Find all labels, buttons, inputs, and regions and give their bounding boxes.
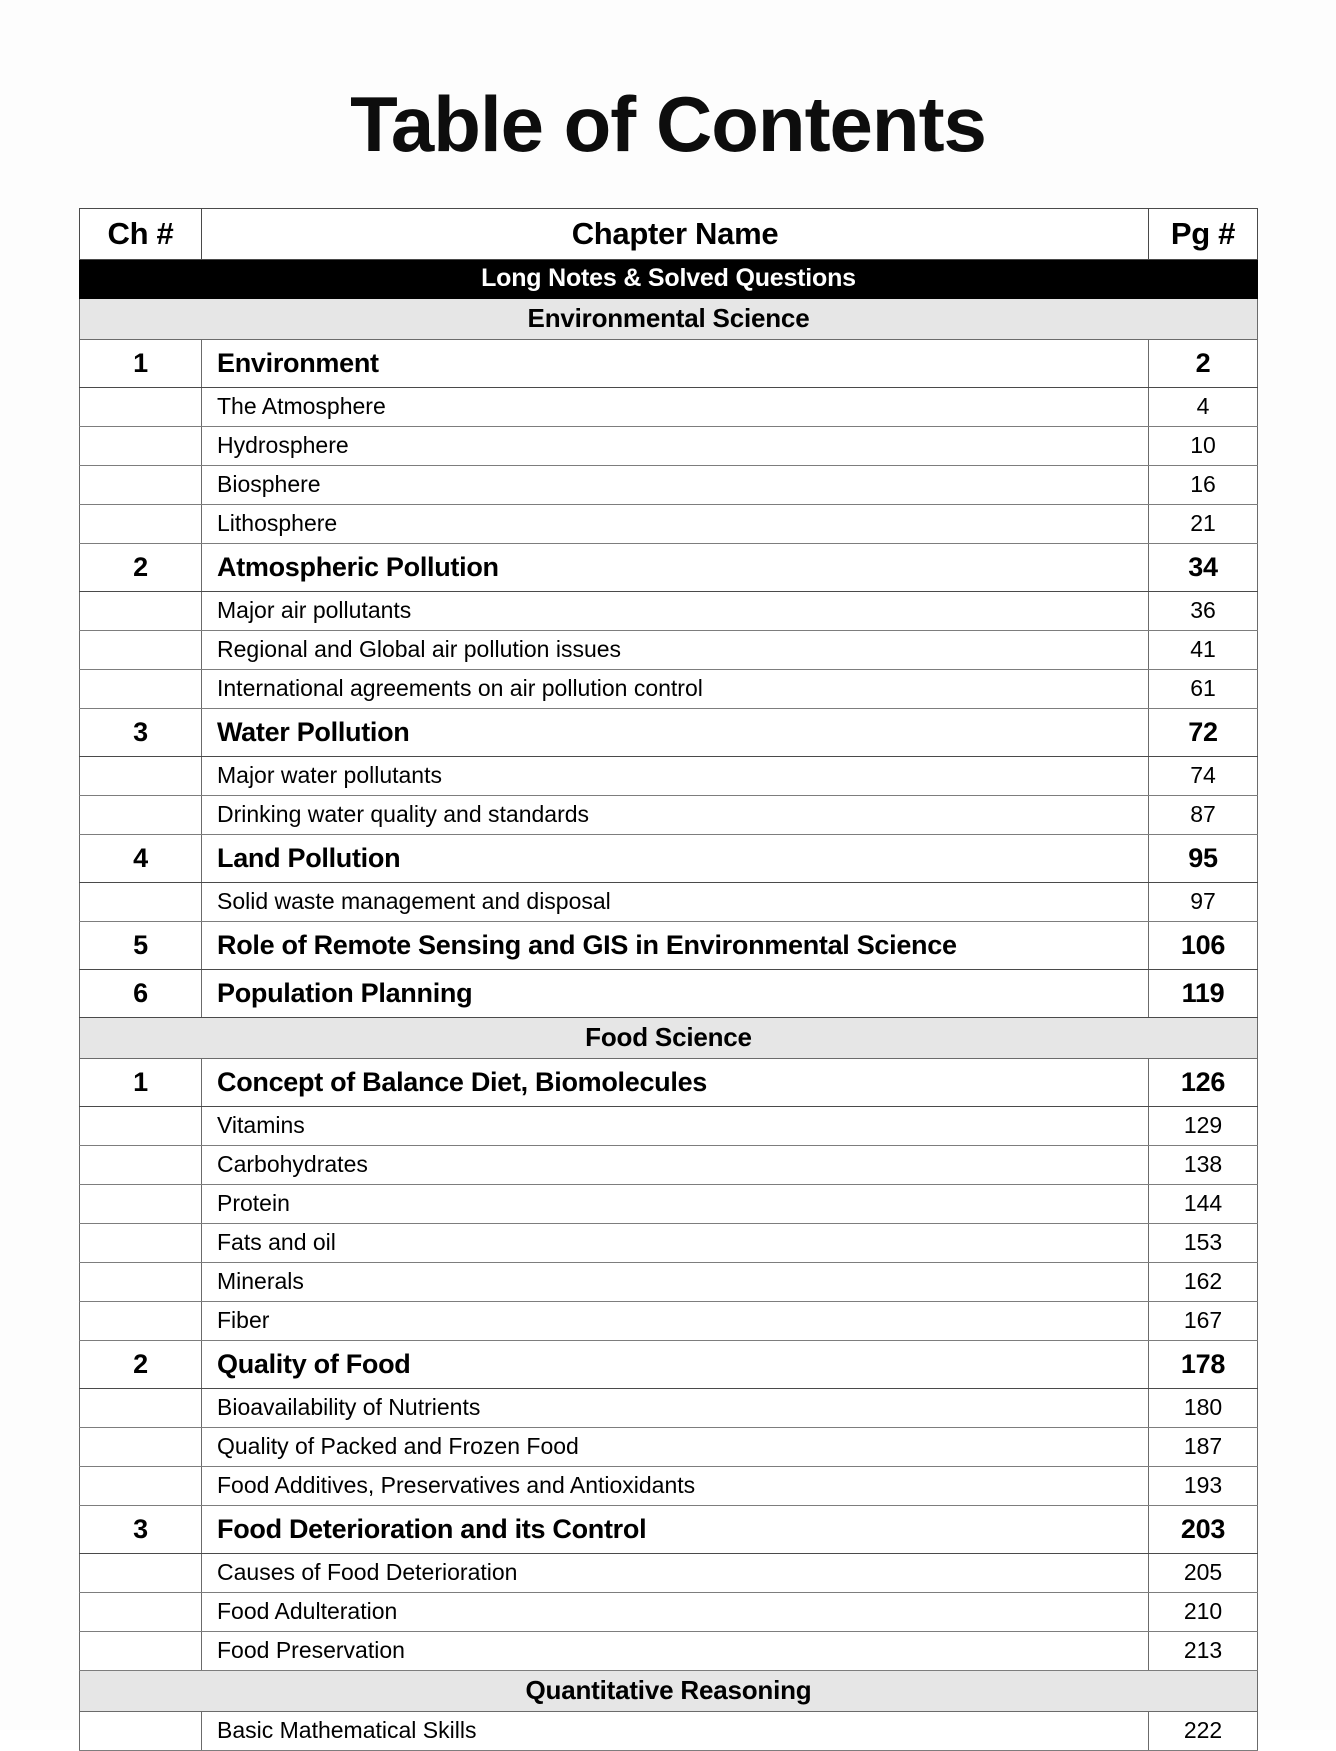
topic-row[interactable] [80,1388,1258,1427]
subject-heading-label: Quantitative Reasoning [80,1670,1258,1711]
topic-row[interactable] [80,1301,1258,1340]
cell-chapter-number [80,387,202,426]
column-header-row [80,208,1258,259]
cell-chapter-number [80,756,202,795]
cell-page-number: 16 [1149,465,1258,504]
cell-chapter-name[interactable]: Population Planning [202,969,1149,1017]
cell-page-number: 72 [1149,708,1258,756]
subject-heading-label: Food Science [80,1017,1258,1058]
cell-topic-name[interactable]: Drinking water quality and standards [202,795,1149,834]
cell-topic-name[interactable]: Basic Mathematical Skills [202,1711,1149,1750]
toc-table-header [80,208,1258,298]
topic-row[interactable] [80,1223,1258,1262]
cell-topic-name[interactable]: Regional and Global air pollution issues [202,630,1149,669]
cell-topic-name[interactable]: Food Adulteration [202,1592,1149,1631]
topic-row[interactable] [80,756,1258,795]
cell-topic-name[interactable]: Vitamins [202,1106,1149,1145]
column-header-chapter-number: Ch # [80,208,202,259]
cell-topic-name[interactable]: Food Preservation [202,1631,1149,1670]
cell-chapter-number [80,1301,202,1340]
cell-topic-name[interactable]: Hydrosphere [202,426,1149,465]
cell-chapter-name[interactable]: Food Deterioration and its Control [202,1505,1149,1553]
cell-topic-name[interactable]: Minerals [202,1262,1149,1301]
page-title: Table of Contents [350,80,986,168]
cell-chapter-number [80,882,202,921]
cell-chapter-number: 5 [80,921,202,969]
cell-chapter-number: 1 [80,1058,202,1106]
chapter-row[interactable] [80,969,1258,1017]
cell-topic-name[interactable]: International agreements on air pollution control [202,669,1149,708]
cell-chapter-number [80,1592,202,1631]
topic-row[interactable] [80,504,1258,543]
column-header-page-number: Pg # [1149,208,1258,259]
cell-topic-name[interactable]: Biosphere [202,465,1149,504]
cell-page-number: 210 [1149,1592,1258,1631]
topic-row[interactable] [80,591,1258,630]
cell-topic-name[interactable]: Fiber [202,1301,1149,1340]
cell-chapter-name[interactable]: Atmospheric Pollution [202,543,1149,591]
chapter-row[interactable] [80,921,1258,969]
cell-chapter-number [80,426,202,465]
cell-page-number: 205 [1149,1553,1258,1592]
cell-page-number: 213 [1149,1631,1258,1670]
chapter-row[interactable] [80,339,1258,387]
cell-page-number: 87 [1149,795,1258,834]
cell-page-number: 193 [1149,1466,1258,1505]
chapter-row[interactable] [80,1505,1258,1553]
cell-chapter-name[interactable]: Quality of Food [202,1340,1149,1388]
cell-page-number: 129 [1149,1106,1258,1145]
cell-topic-name[interactable]: The Atmosphere [202,387,1149,426]
cell-chapter-number [80,795,202,834]
cell-chapter-number: 3 [80,1505,202,1553]
cell-chapter-number: 6 [80,969,202,1017]
subject-heading-row [80,1670,1258,1711]
cell-chapter-number: 4 [80,834,202,882]
cell-chapter-number [80,1262,202,1301]
cell-topic-name[interactable]: Lithosphere [202,504,1149,543]
subject-heading-row [80,298,1258,339]
subject-heading-row [80,1017,1258,1058]
cell-chapter-number [80,630,202,669]
topic-row[interactable] [80,1262,1258,1301]
chapter-row[interactable] [80,1058,1258,1106]
topic-row[interactable] [80,1553,1258,1592]
cell-page-number: 153 [1149,1223,1258,1262]
cell-chapter-name[interactable]: Concept of Balance Diet, Biomolecules [202,1058,1149,1106]
cell-topic-name[interactable]: Protein [202,1184,1149,1223]
cell-page-number: 203 [1149,1505,1258,1553]
cell-page-number: 95 [1149,834,1258,882]
topic-row[interactable] [80,630,1258,669]
cell-page-number: 144 [1149,1184,1258,1223]
table-of-contents-container [79,166,1257,1751]
cell-chapter-number [80,669,202,708]
section-banner-label: Long Notes & Solved Questions [80,259,1258,298]
topic-row[interactable] [80,669,1258,708]
topic-row[interactable] [80,882,1258,921]
cell-topic-name[interactable]: Major air pollutants [202,591,1149,630]
toc-table [79,208,1258,1751]
cell-page-number: 222 [1149,1711,1258,1750]
cell-topic-name[interactable]: Fats and oil [202,1223,1149,1262]
cell-page-number: 106 [1149,921,1258,969]
topic-row[interactable] [80,1145,1258,1184]
cell-chapter-number [80,1145,202,1184]
cell-chapter-name[interactable]: Role of Remote Sensing and GIS in Environmental Science [202,921,1149,969]
cell-chapter-number [80,1711,202,1750]
cell-chapter-number [80,1184,202,1223]
section-banner-row [80,259,1258,298]
column-header-chapter-name: Chapter Name [202,208,1149,259]
topic-row[interactable] [80,1592,1258,1631]
cell-page-number: 36 [1149,591,1258,630]
cell-topic-name[interactable]: Carbohydrates [202,1145,1149,1184]
cell-chapter-number [80,1466,202,1505]
cell-chapter-number [80,504,202,543]
cell-chapter-number [80,1223,202,1262]
cell-topic-name[interactable]: Solid waste management and disposal [202,882,1149,921]
cell-page-number: 21 [1149,504,1258,543]
cell-page-number: 138 [1149,1145,1258,1184]
topic-row[interactable] [80,1184,1258,1223]
cell-page-number: 187 [1149,1427,1258,1466]
cell-chapter-name[interactable]: Environment [202,339,1149,387]
topic-row[interactable] [80,1427,1258,1466]
cell-chapter-number [80,1553,202,1592]
cell-topic-name[interactable]: Major water pollutants [202,756,1149,795]
topic-row[interactable] [80,795,1258,834]
cell-page-number: 126 [1149,1058,1258,1106]
cell-chapter-number [80,465,202,504]
topic-row[interactable] [80,426,1258,465]
cell-page-number: 4 [1149,387,1258,426]
cell-chapter-name[interactable]: Land Pollution [202,834,1149,882]
cell-page-number: 119 [1149,969,1258,1017]
topic-row[interactable] [80,1106,1258,1145]
cell-page-number: 61 [1149,669,1258,708]
cell-page-number: 2 [1149,339,1258,387]
cell-chapter-number [80,1427,202,1466]
cell-chapter-number: 1 [80,339,202,387]
toc-table-body [80,298,1258,1750]
cell-chapter-name[interactable]: Water Pollution [202,708,1149,756]
cell-page-number: 41 [1149,630,1258,669]
chapter-row[interactable] [80,834,1258,882]
cell-page-number: 162 [1149,1262,1258,1301]
cell-topic-name[interactable]: Quality of Packed and Frozen Food [202,1427,1149,1466]
cell-chapter-number: 2 [80,543,202,591]
subject-heading-label: Environmental Science [80,298,1258,339]
cell-page-number: 167 [1149,1301,1258,1340]
cell-topic-name[interactable]: Causes of Food Deterioration [202,1553,1149,1592]
topic-row[interactable] [80,1631,1258,1670]
topic-row[interactable] [80,387,1258,426]
cell-chapter-number [80,1388,202,1427]
cell-chapter-number: 3 [80,708,202,756]
cell-chapter-number [80,1631,202,1670]
cell-page-number: 97 [1149,882,1258,921]
chapter-row[interactable] [80,708,1258,756]
cell-page-number: 34 [1149,543,1258,591]
cell-page-number: 180 [1149,1388,1258,1427]
chapter-row[interactable] [80,543,1258,591]
cell-page-number: 74 [1149,756,1258,795]
cell-topic-name[interactable]: Bioavailability of Nutrients [202,1388,1149,1427]
cell-page-number: 178 [1149,1340,1258,1388]
cell-chapter-number: 2 [80,1340,202,1388]
cell-topic-name[interactable]: Food Additives, Preservatives and Antioxidants [202,1466,1149,1505]
topic-row[interactable] [80,1711,1258,1750]
cell-chapter-number [80,591,202,630]
cell-page-number: 10 [1149,426,1258,465]
topic-row[interactable] [80,1466,1258,1505]
cell-chapter-number [80,1106,202,1145]
chapter-row[interactable] [80,1340,1258,1388]
topic-row[interactable] [80,465,1258,504]
